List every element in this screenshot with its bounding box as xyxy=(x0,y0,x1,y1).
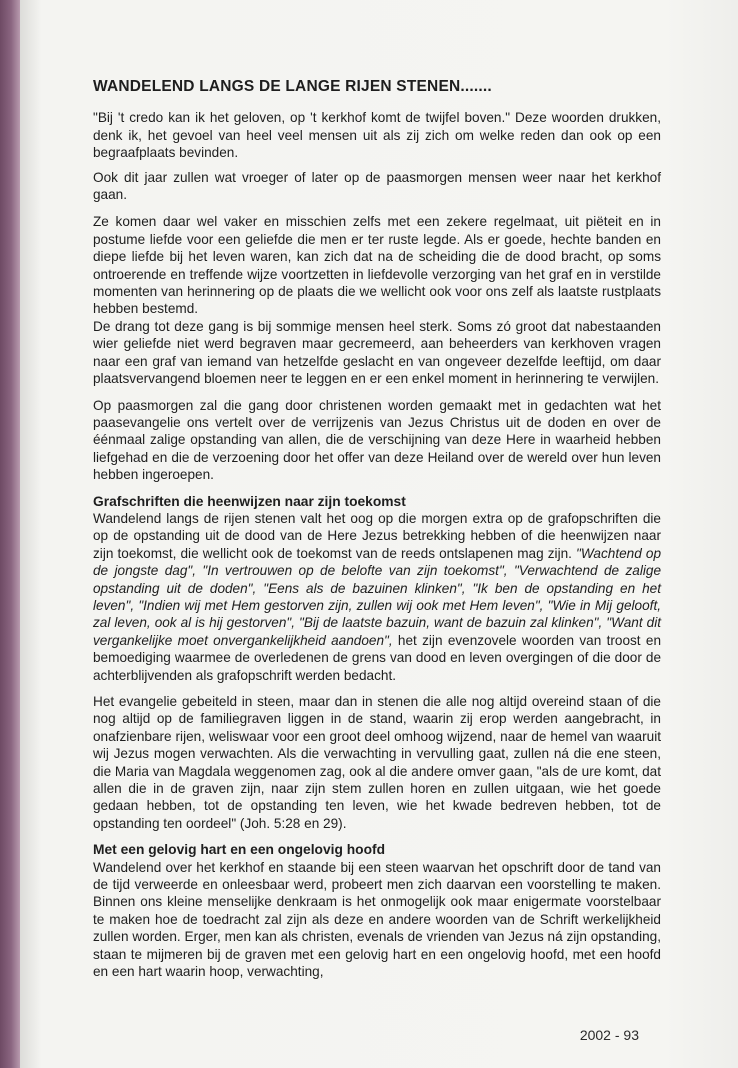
paragraph: Ze komen daar wel vaker en misschien zelfs met een zekere regelmaat, uit piëteit en in postume liefde voor een geliefde die men er ter ruste legde. Als er goede, hechte banden en diepe liefde bij het leven waren, kan zich dat na de scheiding die de dood bracht, op soms ontroerende en treffende wijze voortzetten in liefdevolle verzorging van het graf en in verstilde momenten van herinnering op de plaats die we wellicht ook voor ons zelf als laatste rustplaats hebben bestemd. xyxy=(93,214,661,317)
paragraph: Wandelend over het kerkhof en staande bij een steen waarvan het opschrift door de tand van de tijd verweerde en onleesbaar werd, probeert men zich daarvan een voorstelling te maken. Binnen ons kleine menselijke denkraam is het onmogelijk ook maar enigermate voorstelbaar te maken hoe de toedracht zal zijn als deze en andere woorden van de Schrift werkelijkheid zullen worden. Erger, men kan als christen, evenals de vrienden van Jezus ná zijn opstanding, staan te mijmeren bij de graven met een gelovig hart en een ongelovig hoofd, met een hoofd en een hart waarin hoop, verwachting, xyxy=(93,859,661,980)
page xyxy=(20,0,738,1068)
binding-spine xyxy=(0,0,20,1068)
paragraph: Ook dit jaar zullen wat vroeger of later op de paasmorgen mensen weer naar het kerkhof gaan. xyxy=(93,169,661,203)
paragraph: De drang tot deze gang is bij sommige mensen heel sterk. Soms zó groot dat nabestaanden wier geliefde niet werd begraven maar gecremeerd, aan beheerders van kerkhoven vragen naar een graf van iemand van hetzelfde geslacht en van ongeveer dezelfde leeftijd, om daar plaatsvervangend bloemen neer te leggen en er een enkel moment in herinnering te verwijlen. xyxy=(93,318,661,387)
section-heading: Met een gelovig hart en een ongelovig hoofd xyxy=(93,842,386,858)
page-number: 2002 - 93 xyxy=(579,1027,639,1043)
paragraph: Het evangelie gebeiteld in steen, maar dan in stenen die alle nog altijd overeind staan of die nog altijd op de familiegraven liggen in de stand, waarin zij erop werden aangebracht, in onafzienbare rijen, weliswaar voor een groot deel omhoog wijzend, naar de hemel van waaruit wij Jezus mogen verwachten. Als die verwachting in vervulling gaat, zullen ná die ene steen, die Maria van Magdala weggenomen zag, ook al die andere omver gaan, "als de ure komt, dat allen die in de graven zijn, naar zijn stem zullen horen en zullen uitgaan, wie het goede gedaan hebben, tot de opstanding ten leven, wie het kwade bedreven hebben, tot de opstanding ten oordeel" (Joh. 5:28 en 29). xyxy=(93,694,661,831)
section-heading: Grafschriften die heenwijzen naar zijn toekomst xyxy=(93,493,406,509)
epitaph-quotes: "Wachtend op de jongste dag", "In vertrouwen op de belofte van zijn toekomst", "Verwachtend de zalige opstanding uit de doden", "Eens als de bazuinen klinken", "Ik ben de opstanding en het leven", "Indien wij met Hem gestorven zijn, zullen wij ook met Hem leven", "Wie in Mij gelooft, zal leven, ook al is hij gestorven", "Bij de laatste bazuin, want de bazuin zal klinken", "Want dit vergankelijke moet onvergankelijkheid aandoen", xyxy=(93,545,662,648)
paragraph: Op paasmorgen zal die gang door christenen worden gemaakt met in gedachten wat het paasevangelie ons vertelt over de verrijzenis van Jezus Christus uit de doden en over de éénmaal zalige opstanding van allen, die de verschijning van deze Here in waarheid hebben liefgehad en die de verzoening door het offer van deze Heiland over de wereld over hun leven hebben ingeroepen. xyxy=(93,397,661,483)
article-body xyxy=(93,78,661,988)
article-title: WANDELEND LANGS DE LANGE RIJEN STENEN....... xyxy=(93,78,492,95)
paragraph-text: Wandelend langs de rijen stenen valt het oog op die morgen extra op de grafopschriften die op de opstanding uit de dood van de Here Jezus betrekking hebben of die heenwijzen naar zijn toekomst, die wellicht ook de toekomst van de reeds ontslapenen mag zijn. xyxy=(93,510,661,561)
paragraph-text: het zijn evenzovele woorden van troost en bemoediging waarmee de overledenen de grens van dood en leven overgingen of die door de achterblijvenden als grafopschrift werden bedacht. xyxy=(93,632,662,683)
paragraph: "Bij 't credo kan ik het geloven, op 't kerkhof komt de twijfel boven." Deze woorden drukken, denk ik, het gevoel van heel veel mensen uit als zij zich om welke reden dan ook op een begraafplaats bevinden. xyxy=(93,110,661,161)
paragraph xyxy=(93,510,661,684)
